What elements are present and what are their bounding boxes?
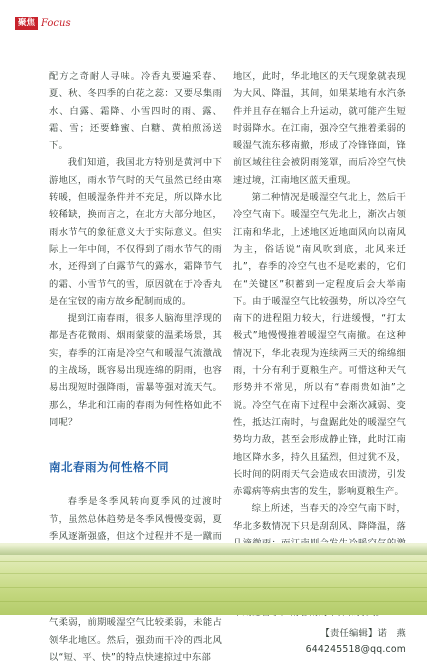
editor-label: 【责任编辑】: [320, 627, 378, 639]
paragraph: 春季是冬季风转向夏季风的过渡时节，虽然总体趋势是冬季风慢慢变弱，夏季风逐渐强盛，但这个过程并不是一蹴而: [49, 496, 222, 542]
paragraph: 我们知道，我国北方特别是黄河中下游地区，雨水节气时的天气虽然已经由寒转暖，但暖湿条件并不充足，所以降水比较稀缺，换而言之，在北方大部分地区，雨水节气的象征意义大于实际意义。但实际上一年中间，不仅得到了雨水节气的雨水，还得到了白露节气的露水，霜降节气的霜、小雪节气的雪，原因就在于冷香丸是在宝钗的南方故乡配制而成的。: [49, 157, 222, 307]
field-row: [0, 601, 427, 602]
paragraph: 第二种情况是暖湿空气北上，然后干冷空气南下。暖湿空气先北上，渐次占领江南和华北，上述地区近地面风向以南风为主，俗话说“南风吹到底，北风来迁扎”，春季的冷空气也不是吃素的，它们在“关键区”积蓄到一定程度后会大举南下。由于暖湿空气比较强势，所以冷空气南下的进程阻力较大，行进缓慢，“打太极式”地慢慢推着暖湿空气南撤。在这种情况下，华北表现为连续两三天的绵绵细雨，十分有利于夏粮生产。可惜这种天气形势并不常见，所以有“春雨贵如油”之说。冷空气在南下过程中会渐次减弱、变性，抵达江南时，与盘踞此处的暖湿空气势均力敌，甚至会形成静止锋，此时江南地区降水多，持久且猛烈，但过犹不及，长时间的阴雨天气会造成农田渍涝，引发赤霉病等病虫害的发生，影响夏粮生产。: [233, 192, 406, 498]
editor-email: 644245518@qq.com: [305, 643, 406, 655]
field-row: [0, 561, 427, 562]
paragraph: 提到江南春雨，很多人脑海里浮现的都是杏花微雨、烟雨蒙蒙的温柔场景，其实，春季的江南是冷空气和暖湿气流激战的主战场，既容易出现连绵的阴雨，也容易出现短时强降雨，雷暴等强对流天气。那么，华北和江南的春雨为何性格如此不同呢？: [49, 313, 222, 428]
distant-treeline: [0, 545, 427, 555]
paragraph: 气柔弱，前期暖湿空气比较柔弱，未能占领华北地区。然后，强劲而干冷的西北风以“短、平、快”的特点快速掠过中东部: [49, 617, 222, 663]
paragraph: 地区，此时，华北地区的天气现象就表现为大风、降温，其间，如果某地有水汽条件并且存在辐合上升运动，就可能产生短时弱降水。在江南，强冷空气推着柔弱的暖湿气流东移南撤，形成了冷锋锋面，锋前区域往往会被阴雨笼罩，而后冷空气快速过境，江南地区蓝天重现。: [233, 71, 406, 186]
field-row: [0, 587, 427, 588]
section-tag-en: Focus: [41, 17, 71, 29]
paragraph: 综上所述，当春天的冷空气南下时，华北多数情况下只是刮刮风、降降温，落: [233, 503, 406, 532]
section-tag: 聚焦: [15, 17, 38, 30]
section-header: [15, 16, 71, 30]
editor-credit: [233, 626, 406, 658]
section-heading: 南北春雨为何性格不同: [49, 460, 169, 475]
paragraph: 配方之奇耐人寻味。冷香丸要遍采春、夏、秋、冬四季的白花之蕊：又要尽集雨水、白露、霜降、小雪四时的雨、露、霜、雪；还要蜂蜜、白糖、黄柏煎汤送下。: [49, 71, 222, 152]
field-row: [0, 573, 427, 574]
editor-name: 诺 燕: [377, 627, 406, 639]
